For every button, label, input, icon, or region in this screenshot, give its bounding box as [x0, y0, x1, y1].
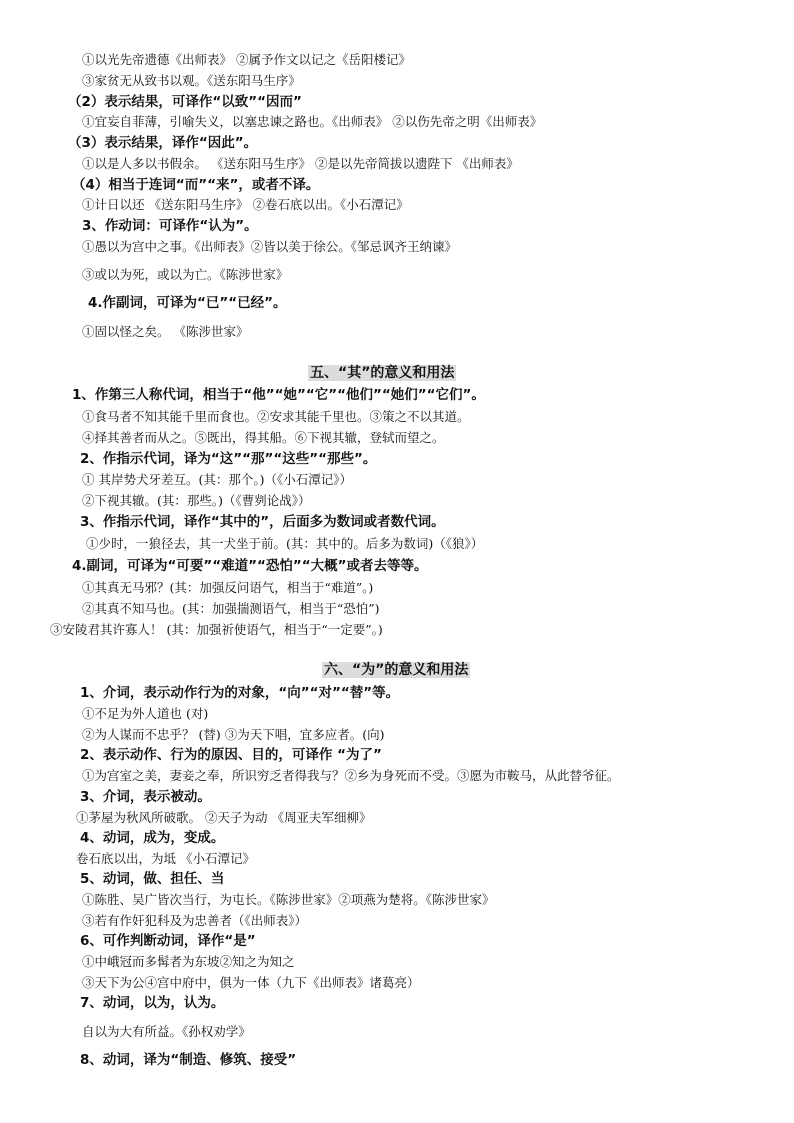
subheading: 5、动词，做、担任、当 — [80, 871, 225, 887]
example-line: 自以为大有所益。《孙权劝学》 — [82, 1024, 251, 1039]
subheading: 1、作第三人称代词，相当于“他”“她”“它”“他们”“她们”“它们”。 — [72, 387, 485, 403]
subheading: 1、介词，表示动作行为的对象，“向”“对”“替”等。 — [80, 685, 400, 701]
section-title: 五、“其”的意义和用法 — [310, 365, 455, 381]
example-line: ④择其善者而从之。⑤既出，得其船。⑥下视其辙，登轼而望之。 — [82, 430, 445, 445]
subheading: 3、介词，表示被动。 — [80, 789, 211, 805]
subheading: 6、可作判断动词，译作“是” — [80, 933, 256, 949]
subheading: 4.副词，可译为“可要”“难道”“恐怕”“大概”或者去等等。 — [72, 558, 428, 574]
subheading: 8、动词，译为“制造、修筑、接受” — [80, 1052, 297, 1068]
example-line: ③或以为死，或以为亡。《陈涉世家》 — [82, 267, 289, 282]
subheading: 2、表示动作、行为的原因、目的，可译作 “为了” — [80, 747, 382, 763]
example-line: ①食马者不知其能千里而食也。②安求其能千里也。③策之不以其道。 — [82, 409, 470, 424]
example-line: ①愚以为宫中之事。《出师表》②皆以美于徐公。《邹忌讽齐王纳谏》 — [82, 239, 458, 254]
example-line: ①固以怪之矣。 《陈涉世家》 — [82, 324, 249, 339]
example-line: ③若有作奸犯科及为忠善者（《出师表》） — [82, 913, 308, 928]
example-line: 卷石底以出，为坻 《小石潭记》 — [76, 851, 255, 866]
example-line: ①陈胜、吴广皆次当行，为屯长。《陈涉世家》②项燕为楚将。《陈涉世家》 — [82, 892, 495, 907]
example-line: ②为人谋而不忠乎？ (替) ③为天下唱，宜多应者。(向) — [82, 727, 385, 742]
subheading: 3、作动词：可译作“认为”。 — [82, 218, 258, 234]
example-line: ①为宫室之美，妻妾之奉，所识穷乏者得我与？②乡为身死而不受。③愿为市鞍马，从此替爷征。 — [82, 768, 620, 783]
example-line: ②下视其辙。(其：那些。)（《曹刿论战》） — [82, 493, 311, 508]
example-line: ①其真无马邪？(其：加强反问语气，相当于“难道”。) — [82, 580, 374, 595]
subheading: 4、动词，成为，变成。 — [80, 830, 225, 846]
subheading: 4.作副词，可译为“已”“已经”。 — [88, 295, 287, 311]
subheading: 7、动词，以为，认为。 — [80, 995, 225, 1011]
example-line: ①茅屋为秋风所破歌。 ②天子为动 《周亚夫军细柳》 — [76, 810, 372, 825]
section-title: 六、“为”的意义和用法 — [324, 662, 469, 678]
subheading: （2）表示结果，可译作“以致”“因而” — [68, 94, 302, 110]
subheading: （4）相当于连词“而”“来”，或者不译。 — [72, 177, 320, 193]
example-line: ①计日以还 《送东阳马生序》 ②卷石底以出。《小石潭记》 — [82, 197, 409, 212]
example-line: ③安陵君其许寡人！ (其：加强祈使语气，相当于“一定要”。) — [50, 622, 383, 637]
example-line: ①以是人多以书假余。 《送东阳马生序》 ②是以先帝简拔以遗陛下 《出师表》 — [82, 156, 519, 171]
example-line: ②其真不知马也。(其：加强揣测语气，相当于“恐怕”) — [82, 601, 380, 616]
subheading: 3、作指示代词，译作“其中的”，后面多为数词或者数代词。 — [80, 514, 445, 530]
example-line: ①不足为外人道也 (对) — [82, 706, 209, 721]
example-line: ①以光先帝遗德《出师表》 ②属予作文以记之《岳阳楼记》 — [82, 52, 411, 67]
subheading: （3）表示结果，译作“因此”。 — [68, 135, 258, 151]
example-line: ①宜妄自菲薄，引喻失义，以塞忠谏之路也。《出师表》 ②以伤先帝之明《出师表》 — [82, 114, 543, 129]
example-line: ①中峨冠而多髯者为东坡②知之为知之 — [82, 954, 295, 969]
example-line: ③天下为公④宫中府中，俱为一体（九下《出师表》诸葛亮） — [82, 975, 420, 990]
example-line: ① 其岸势犬牙差互。(其：那个。)（《小石潭记》） — [82, 472, 352, 487]
example-line: ③家贫无从致书以观。《送东阳马生序》 — [82, 73, 301, 88]
example-line: ①少时，一狼径去，其一犬坐于前。(其：其中的。后多为数词)（《狼》） — [86, 536, 484, 551]
subheading: 2、作指示代词，译为“这”“那”“这些”“那些”。 — [80, 451, 377, 467]
